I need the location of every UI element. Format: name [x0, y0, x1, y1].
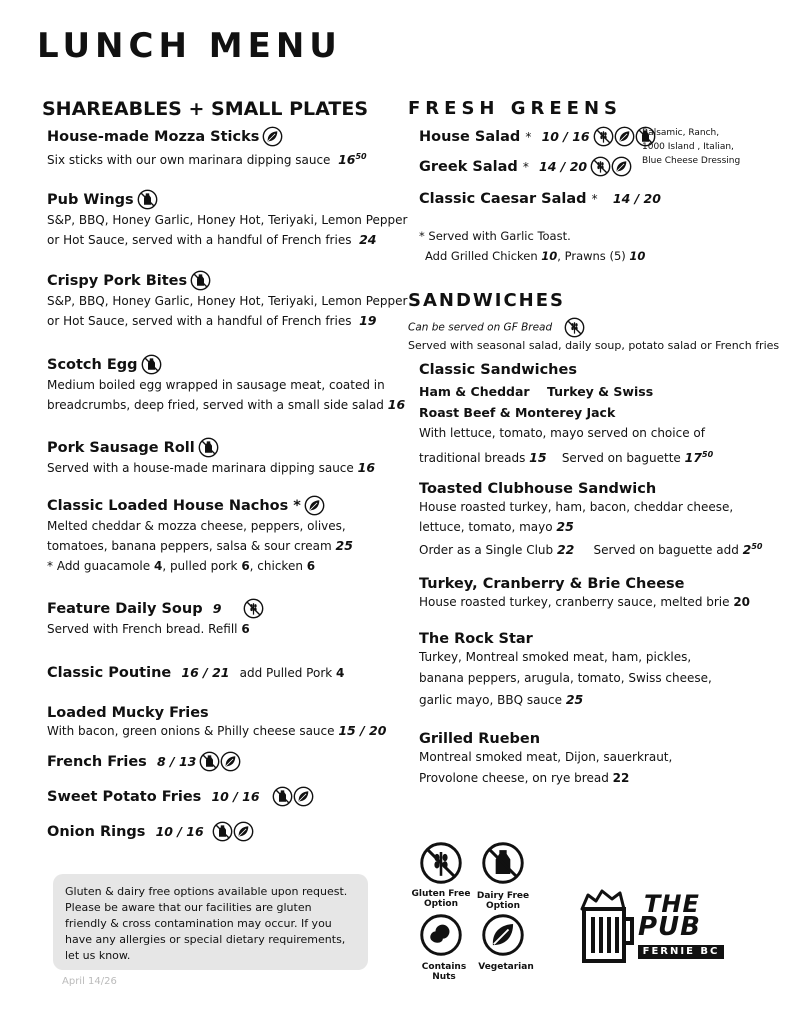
vegetarian-icon: [611, 156, 632, 177]
gluten-free-icon: [564, 317, 585, 338]
logo-pub: PUB: [638, 912, 701, 942]
dairy-free-icon: [190, 270, 211, 291]
nachos-addons: * Add guacamole 4, pulled pork 6, chicken 6: [47, 559, 316, 573]
beer-mug-icon: [578, 889, 638, 965]
item-desc: Medium boiled egg wrapped in sausage meat, coated in breadcrumbs, deep fried, served with a small side salad 16: [47, 378, 406, 412]
vegetarian-icon: [614, 126, 635, 147]
sandwiches-heading: SANDWICHES: [408, 290, 565, 311]
item-name: Toasted Clubhouse Sandwich: [419, 481, 657, 497]
vegetarian-icon: [220, 751, 241, 772]
vegetarian-icon: [293, 786, 314, 807]
menu-item-clubhouse: [419, 481, 763, 560]
item-name: Classic Sandwiches: [419, 362, 577, 378]
dressing-list: Balsamic, Ranch, 1000 Island , Italian, Blue Cheese Dressing: [642, 128, 741, 166]
legend-nuts-label: Contains Nuts: [421, 962, 467, 982]
item-desc: S&P, BBQ, Honey Garlic, Honey Hot, Teriyaki, Lemon Pepper or Hot Sauce, served with a handful of French fries 19: [47, 294, 408, 328]
item-name: Classic Loaded House Nachos *: [47, 498, 301, 514]
item-desc: Six sticks with our own marinara dipping sauce $16^{50}$: [47, 152, 367, 168]
legend-vegetarian-icon: [481, 913, 525, 957]
item-name: Turkey, Cranberry & Brie Cheese: [419, 576, 685, 592]
item-name: French Fries: [47, 754, 147, 770]
logo-the: THE: [644, 890, 700, 918]
menu-item-mucky-fries: [47, 702, 386, 741]
item-price: 10 / 16: [541, 129, 590, 144]
item-price: 15 / 20: [338, 723, 387, 738]
dairy-free-icon: [272, 786, 293, 807]
item-desc: S&P, BBQ, Honey Garlic, Honey Hot, Teriyaki, Lemon Pepper or Hot Sauce, served with a handful of French fries 24: [47, 213, 408, 247]
item-desc: Montreal smoked meat, Dijon, sauerkraut, Provolone cheese, on rye bread 22: [419, 750, 673, 785]
vegetarian-icon: [233, 821, 254, 842]
item-name: Onion Rings: [47, 824, 146, 840]
item-name: Grilled Rueben: [419, 731, 541, 747]
item-price: 9: [212, 601, 222, 616]
gluten-free-icon: [590, 156, 611, 177]
item-name: Classic Poutine: [47, 665, 172, 681]
item-price: 16: [357, 460, 376, 475]
item-name: Pub Wings: [47, 192, 134, 208]
item-desc: With bacon, green onions & Philly cheese sauce 15 / 20: [47, 723, 387, 738]
item-name: Greek Salad: [419, 159, 518, 175]
item-name: House-made Mozza Sticks: [47, 129, 260, 145]
vegetarian-icon: [262, 126, 283, 147]
menu-item-nachos: [47, 495, 353, 576]
dairy-free-icon: [141, 354, 162, 375]
menu-item-rock-star: [419, 631, 712, 711]
menu-date: April 14/26: [62, 976, 117, 987]
item-price: 10 / 16: [211, 789, 260, 804]
item-desc: Turkey, Montreal smoked meat, ham, pickles, banana peppers, arugula, tomato, Swiss cheese, garlic mayo, BBQ sauce 25: [419, 650, 712, 707]
item-desc: House roasted turkey, cranberry sauce, melted brie 20: [419, 595, 751, 609]
item-desc: Melted cheddar & mozza cheese, peppers, olives, tomatoes, banana peppers, salsa & sour cream 25 * Add guacamole 4, pulled pork 6, chicken 6: [47, 516, 353, 576]
allergy-note: Gluten & dairy free options available upon request. Please be aware that our facilities are gluten friendly & cross contamination may occur. If you have any allergies or special dietary requirements, let us know.: [53, 874, 368, 970]
served-with-note: Served with seasonal salad, daily soup, potato salad or French fries: [408, 339, 780, 352]
legend-dairy-free-icon: [481, 841, 525, 885]
item-name: Loaded Mucky Fries: [47, 705, 209, 721]
dairy-free-icon: [198, 437, 219, 458]
menu-item-classic-sandwiches: Classic Sandwiches Ham & Cheddar Turkey & Swiss Roast Beef & Monterey Jack With lettuce, tomato, mayo served on choice of traditional breads 15 Served on baguette $17^{50}$: [419, 362, 713, 469]
legend-nuts-icon: [419, 913, 463, 957]
item-price: 24: [359, 232, 377, 247]
item-price: 8 / 13: [157, 754, 197, 769]
page-title: LUNCH MENU: [37, 26, 342, 66]
item-desc: Served with a house-made marinara dipping sauce 16: [47, 460, 376, 475]
gluten-free-icon: [593, 126, 614, 147]
gluten-free-icon: [243, 598, 264, 619]
menu-item-mozza: [47, 126, 367, 170]
menu-item-pork-bites: [47, 270, 407, 331]
greens-note: * Served with Garlic Toast. Add Grilled Chicken 10, Prawns (5) 10: [419, 229, 646, 263]
item-desc: Served with French bread. Refill 6: [47, 622, 250, 636]
menu-item-soup: [47, 598, 264, 639]
legend-dairy-free-label: Dairy Free Option: [476, 891, 530, 911]
item-name: Scotch Egg: [47, 357, 138, 373]
legend-gluten-free-label: Gluten Free Option: [411, 889, 471, 909]
item-price: 16: [387, 397, 406, 412]
item-price: 16: [338, 152, 356, 168]
item-desc: House roasted turkey, ham, bacon, cheddar cheese, lettuce, tomato, mayo 25 Order as a Single Club 22 Served on baguette add $2^{50}$: [419, 500, 763, 558]
item-name: Sweet Potato Fries: [47, 789, 202, 805]
menu-item-rueben: [419, 731, 672, 789]
item-price: 10 / 16: [155, 824, 204, 839]
menu-item-onion-rings: [47, 821, 254, 842]
gf-bread-note: Can be served on GF Bread: [408, 317, 585, 338]
item-price: 16 / 21: [181, 665, 230, 680]
logo-location: FERNIE BC: [638, 945, 724, 959]
item-price: 25: [335, 538, 353, 553]
menu-item-sausage-roll: [47, 437, 375, 478]
shareables-heading: SHAREABLES + SMALL PLATES: [42, 98, 369, 120]
item-desc: With lettuce, tomato, mayo served on choice of traditional breads 15 Served on baguette $17^{50}$: [419, 426, 714, 466]
item-name: Feature Daily Soup: [47, 601, 203, 617]
menu-item-caesar-salad: Classic Caesar Salad * 14 / 20: [419, 191, 661, 207]
item-name: Classic Caesar Salad: [419, 191, 587, 207]
menu-item-house-salad: House Salad * 10 / 16: [419, 126, 656, 147]
dairy-free-icon: [212, 821, 233, 842]
item-price: 14 / 20: [612, 191, 661, 206]
menu-item-french-fries: [47, 751, 241, 772]
item-price: 19: [359, 313, 377, 328]
legend-gluten-free-icon: [419, 841, 463, 885]
dairy-free-icon: [199, 751, 220, 772]
menu-item-greek-salad: Greek Salad * 14 / 20: [419, 156, 632, 177]
menu-item-wings: [47, 189, 407, 250]
menu-item-poutine: Classic Poutine 16 / 21 add Pulled Pork 4: [47, 665, 345, 681]
item-name: House Salad: [419, 129, 521, 145]
menu-item-scotch-egg: [47, 354, 405, 415]
item-name: The Rock Star: [419, 631, 533, 647]
menu-item-sweet-potato-fries: [47, 786, 314, 807]
vegetarian-icon: [304, 495, 325, 516]
menu-item-turkey-cranberry: [419, 576, 750, 612]
dairy-free-icon: [137, 189, 158, 210]
item-name: Crispy Pork Bites: [47, 273, 188, 289]
item-name: Pork Sausage Roll: [47, 440, 195, 456]
legend-vegetarian-label: Vegetarian: [478, 962, 534, 972]
pub-logo: [578, 887, 728, 967]
item-price: 14 / 20: [539, 159, 588, 174]
greens-heading: FRESH GREENS: [408, 98, 623, 119]
